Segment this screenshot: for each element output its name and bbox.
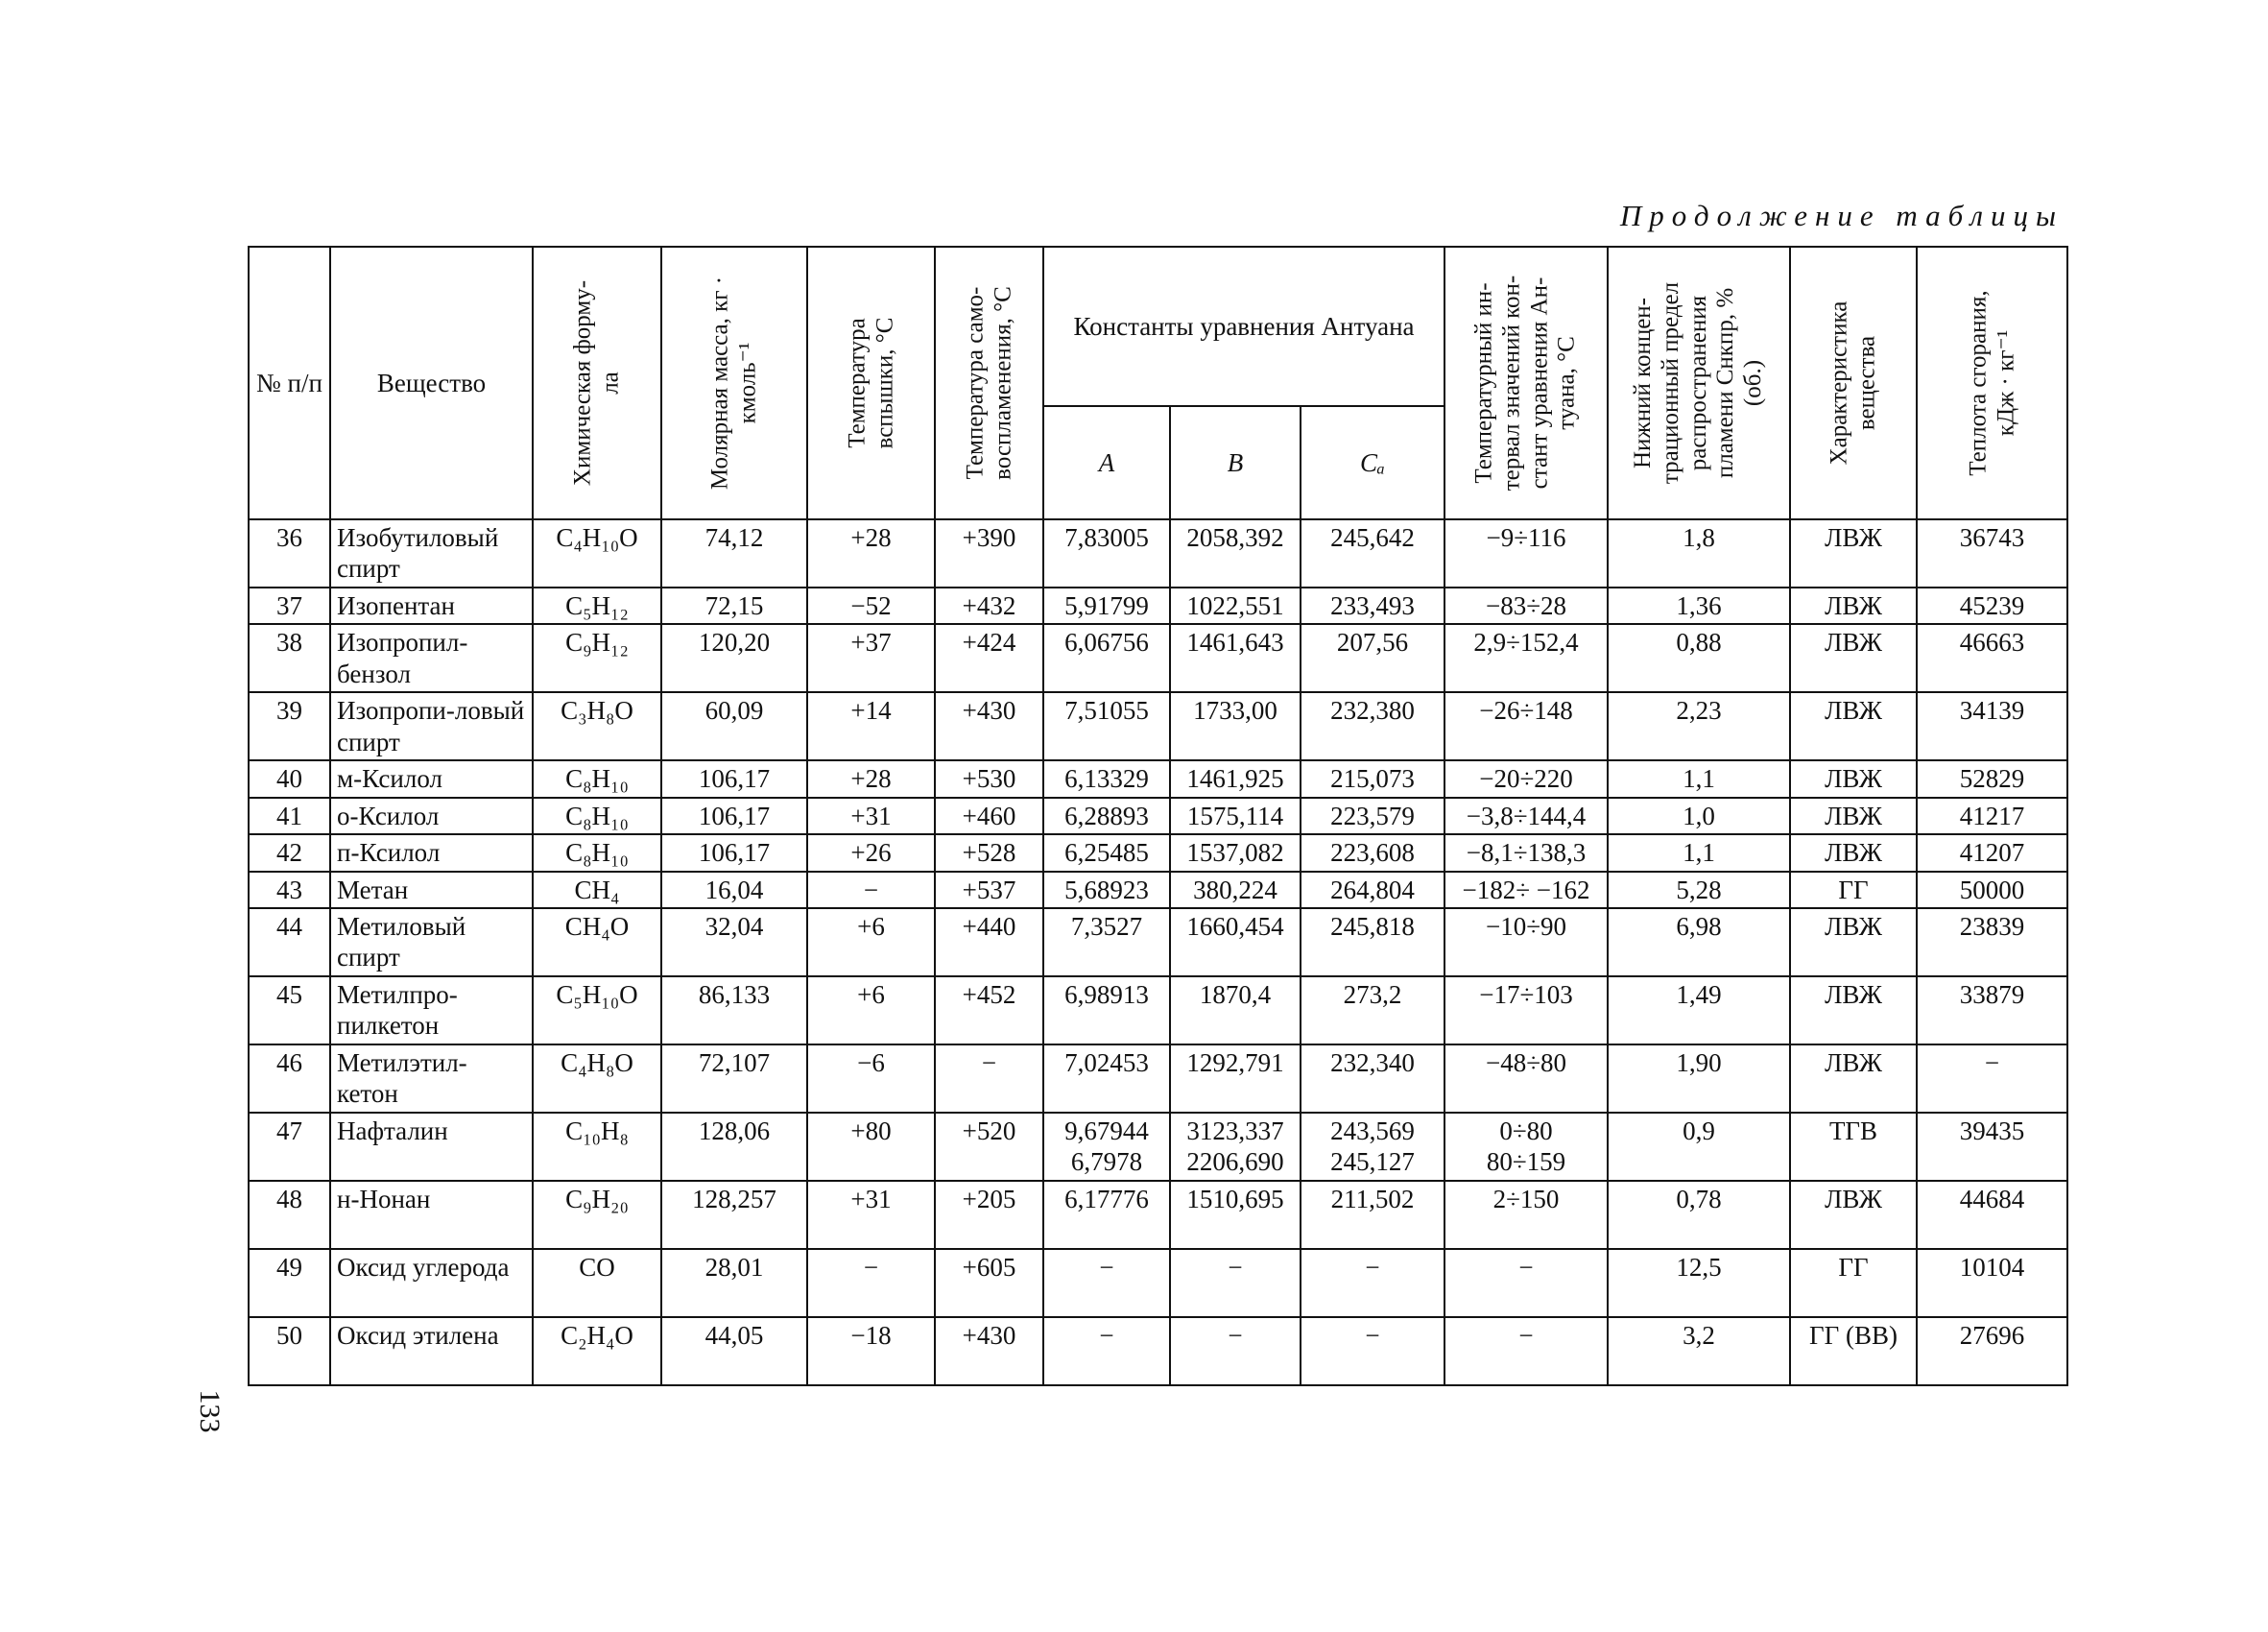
cell-antoine-c: − xyxy=(1301,1317,1444,1385)
cell-antoine-c: 245,818 xyxy=(1301,908,1444,976)
cell-substance: Метилэтил-кетон xyxy=(330,1044,533,1113)
cell-temp-interval: −17÷103 xyxy=(1444,976,1608,1044)
page-number: 133 xyxy=(194,1389,226,1433)
cell-characteristic: ЛВЖ xyxy=(1790,588,1917,624)
cell-flash-temp: +31 xyxy=(807,798,935,834)
cell-lower-limit: 1,90 xyxy=(1608,1044,1790,1113)
cell-flash-temp: −6 xyxy=(807,1044,935,1113)
header-combustion-heat xyxy=(1917,247,2067,519)
table-row xyxy=(249,798,2067,834)
cell-substance: м-Ксилол xyxy=(330,760,533,797)
cell-formula: C₄H₁₀O xyxy=(533,519,661,588)
cell-formula: C₄H₈O xyxy=(533,1044,661,1113)
header-antoine-a: A xyxy=(1043,406,1170,519)
cell-molar-mass: 106,17 xyxy=(661,798,807,834)
cell-antoine-c: 243,569 245,127 xyxy=(1301,1113,1444,1181)
table-row xyxy=(249,1181,2067,1249)
header-lower-limit-text: Нижний концен-трационный предел распространения пламени Снкпр, % (об.) xyxy=(1630,281,1767,485)
cell-autoignition-temp: +424 xyxy=(935,624,1043,692)
cell-autoignition-temp: +452 xyxy=(935,976,1043,1044)
cell-antoine-b: 1292,791 xyxy=(1170,1044,1301,1113)
header-characteristic xyxy=(1790,247,1917,519)
cell-antoine-c: 207,56 xyxy=(1301,624,1444,692)
cell-antoine-b: 1575,114 xyxy=(1170,798,1301,834)
cell-antoine-a: 5,68923 xyxy=(1043,872,1170,908)
cell-antoine-c: 233,493 xyxy=(1301,588,1444,624)
cell-substance: Изобутиловый спирт xyxy=(330,519,533,588)
cell-formula: C₉H₁₂ xyxy=(533,624,661,692)
cell-antoine-c: 223,579 xyxy=(1301,798,1444,834)
header-molar-mass-text: Молярная масса, кг · кмоль⁻¹ xyxy=(706,276,760,491)
cell-antoine-a: 7,83005 xyxy=(1043,519,1170,588)
cell-substance: Метиловый спирт xyxy=(330,908,533,976)
header-antoine: Константы уравнения Антуана xyxy=(1043,247,1444,406)
table-row xyxy=(249,872,2067,908)
cell-antoine-b: − xyxy=(1170,1317,1301,1385)
cell-lower-limit: 3,2 xyxy=(1608,1317,1790,1385)
cell-characteristic: ГГ (ВВ) xyxy=(1790,1317,1917,1385)
cell-autoignition-temp: +432 xyxy=(935,588,1043,624)
cell-antoine-a: 6,28893 xyxy=(1043,798,1170,834)
cell-flash-temp: +6 xyxy=(807,976,935,1044)
cell-molar-mass: 128,06 xyxy=(661,1113,807,1181)
cell-autoignition-temp: +390 xyxy=(935,519,1043,588)
cell-lower-limit: 1,1 xyxy=(1608,834,1790,871)
cell-characteristic: ЛВЖ xyxy=(1790,834,1917,871)
cell-formula: C₁₀H₈ xyxy=(533,1113,661,1181)
cell-num: 45 xyxy=(249,976,330,1044)
cell-antoine-b: 1461,643 xyxy=(1170,624,1301,692)
table-row xyxy=(249,908,2067,976)
cell-antoine-b: 1510,695 xyxy=(1170,1181,1301,1249)
header-autoignition-temp-text: Температура само-воспламенения, °С xyxy=(961,286,1015,480)
cell-combustion-heat: 45239 xyxy=(1917,588,2067,624)
cell-lower-limit: 1,8 xyxy=(1608,519,1790,588)
cell-flash-temp: +37 xyxy=(807,624,935,692)
cell-antoine-a: − xyxy=(1043,1317,1170,1385)
cell-lower-limit: 1,36 xyxy=(1608,588,1790,624)
cell-antoine-a: 6,13329 xyxy=(1043,760,1170,797)
table-body xyxy=(249,519,2067,1385)
cell-combustion-heat: 46663 xyxy=(1917,624,2067,692)
cell-molar-mass: 74,12 xyxy=(661,519,807,588)
cell-antoine-a: 7,51055 xyxy=(1043,692,1170,760)
header-substance: Вещество xyxy=(330,247,533,519)
cell-formula: CH₄ xyxy=(533,872,661,908)
cell-characteristic: ЛВЖ xyxy=(1790,798,1917,834)
cell-characteristic: ТГВ xyxy=(1790,1113,1917,1181)
cell-num: 49 xyxy=(249,1249,330,1317)
cell-molar-mass: 72,15 xyxy=(661,588,807,624)
cell-temp-interval: −9÷116 xyxy=(1444,519,1608,588)
cell-num: 50 xyxy=(249,1317,330,1385)
cell-antoine-c: 245,642 xyxy=(1301,519,1444,588)
cell-substance: Метан xyxy=(330,872,533,908)
cell-flash-temp: +26 xyxy=(807,834,935,871)
header-antoine-c: Cₐ xyxy=(1301,406,1444,519)
cell-antoine-b: 1537,082 xyxy=(1170,834,1301,871)
cell-substance: Метилпро-пилкетон xyxy=(330,976,533,1044)
cell-characteristic: ЛВЖ xyxy=(1790,908,1917,976)
cell-autoignition-temp: +605 xyxy=(935,1249,1043,1317)
cell-substance: Изопропи-ловый спирт xyxy=(330,692,533,760)
cell-formula: C₈H₁₀ xyxy=(533,798,661,834)
cell-temp-interval: −3,8÷144,4 xyxy=(1444,798,1608,834)
cell-autoignition-temp: +537 xyxy=(935,872,1043,908)
cell-characteristic: ЛВЖ xyxy=(1790,976,1917,1044)
cell-temp-interval: −26÷148 xyxy=(1444,692,1608,760)
cell-combustion-heat: 44684 xyxy=(1917,1181,2067,1249)
cell-combustion-heat: 39435 xyxy=(1917,1113,2067,1181)
cell-lower-limit: 0,9 xyxy=(1608,1113,1790,1181)
cell-combustion-heat: − xyxy=(1917,1044,2067,1113)
cell-characteristic: ГГ xyxy=(1790,872,1917,908)
cell-substance: Изопропил-бензол xyxy=(330,624,533,692)
table-row xyxy=(249,1113,2067,1181)
cell-molar-mass: 86,133 xyxy=(661,976,807,1044)
cell-flash-temp: +31 xyxy=(807,1181,935,1249)
header-flash-temp-text: Температура вспышки, °С xyxy=(843,317,897,449)
cell-combustion-heat: 10104 xyxy=(1917,1249,2067,1317)
cell-temp-interval: − xyxy=(1444,1317,1608,1385)
cell-molar-mass: 106,17 xyxy=(661,760,807,797)
cell-antoine-c: − xyxy=(1301,1249,1444,1317)
cell-formula: C₅H₁₀O xyxy=(533,976,661,1044)
cell-flash-temp: −52 xyxy=(807,588,935,624)
cell-antoine-c: 215,073 xyxy=(1301,760,1444,797)
cell-combustion-heat: 23839 xyxy=(1917,908,2067,976)
cell-formula: CH₄O xyxy=(533,908,661,976)
cell-num: 44 xyxy=(249,908,330,976)
cell-formula: C₉H₂₀ xyxy=(533,1181,661,1249)
cell-combustion-heat: 27696 xyxy=(1917,1317,2067,1385)
header-molar-mass xyxy=(661,247,807,519)
header-flash-temp xyxy=(807,247,935,519)
cell-autoignition-temp: +205 xyxy=(935,1181,1043,1249)
cell-temp-interval: 2÷150 xyxy=(1444,1181,1608,1249)
table-row xyxy=(249,1317,2067,1385)
cell-substance: п-Ксилол xyxy=(330,834,533,871)
table-row xyxy=(249,760,2067,797)
cell-antoine-a: 6,25485 xyxy=(1043,834,1170,871)
cell-flash-temp: −18 xyxy=(807,1317,935,1385)
cell-temp-interval: −182÷ −162 xyxy=(1444,872,1608,908)
cell-flash-temp: +80 xyxy=(807,1113,935,1181)
cell-antoine-a: 6,98913 xyxy=(1043,976,1170,1044)
data-table xyxy=(248,246,2068,1386)
cell-formula: C₃H₈O xyxy=(533,692,661,760)
cell-antoine-b: 1733,00 xyxy=(1170,692,1301,760)
cell-flash-temp: +28 xyxy=(807,519,935,588)
cell-combustion-heat: 36743 xyxy=(1917,519,2067,588)
cell-antoine-b: − xyxy=(1170,1249,1301,1317)
table-row xyxy=(249,588,2067,624)
cell-antoine-a: 6,06756 xyxy=(1043,624,1170,692)
cell-antoine-b: 1022,551 xyxy=(1170,588,1301,624)
cell-antoine-c: 264,804 xyxy=(1301,872,1444,908)
cell-num: 36 xyxy=(249,519,330,588)
cell-molar-mass: 28,01 xyxy=(661,1249,807,1317)
cell-formula: C₅H₁₂ xyxy=(533,588,661,624)
cell-molar-mass: 128,257 xyxy=(661,1181,807,1249)
cell-antoine-a: 7,02453 xyxy=(1043,1044,1170,1113)
cell-flash-temp: − xyxy=(807,872,935,908)
cell-combustion-heat: 41207 xyxy=(1917,834,2067,871)
cell-characteristic: ЛВЖ xyxy=(1790,1044,1917,1113)
cell-characteristic: ГГ xyxy=(1790,1249,1917,1317)
cell-autoignition-temp: +440 xyxy=(935,908,1043,976)
cell-molar-mass: 72,107 xyxy=(661,1044,807,1113)
cell-substance: Нафталин xyxy=(330,1113,533,1181)
cell-substance: Оксид углерода xyxy=(330,1249,533,1317)
cell-num: 37 xyxy=(249,588,330,624)
table-row xyxy=(249,519,2067,588)
cell-temp-interval: −83÷28 xyxy=(1444,588,1608,624)
cell-num: 42 xyxy=(249,834,330,871)
cell-autoignition-temp: +530 xyxy=(935,760,1043,797)
cell-num: 48 xyxy=(249,1181,330,1249)
cell-characteristic: ЛВЖ xyxy=(1790,760,1917,797)
cell-temp-interval: 0÷80 80÷159 xyxy=(1444,1113,1608,1181)
cell-antoine-c: 273,2 xyxy=(1301,976,1444,1044)
cell-lower-limit: 1,1 xyxy=(1608,760,1790,797)
cell-molar-mass: 16,04 xyxy=(661,872,807,908)
cell-temp-interval: −48÷80 xyxy=(1444,1044,1608,1113)
cell-lower-limit: 12,5 xyxy=(1608,1249,1790,1317)
cell-autoignition-temp: +460 xyxy=(935,798,1043,834)
cell-num: 43 xyxy=(249,872,330,908)
cell-antoine-c: 223,608 xyxy=(1301,834,1444,871)
cell-lower-limit: 2,23 xyxy=(1608,692,1790,760)
cell-antoine-a: 5,91799 xyxy=(1043,588,1170,624)
cell-lower-limit: 5,28 xyxy=(1608,872,1790,908)
cell-antoine-c: 232,340 xyxy=(1301,1044,1444,1113)
cell-combustion-heat: 41217 xyxy=(1917,798,2067,834)
cell-lower-limit: 1,49 xyxy=(1608,976,1790,1044)
cell-substance: Изопентан xyxy=(330,588,533,624)
cell-lower-limit: 0,88 xyxy=(1608,624,1790,692)
cell-num: 47 xyxy=(249,1113,330,1181)
cell-characteristic: ЛВЖ xyxy=(1790,519,1917,588)
cell-temp-interval: −20÷220 xyxy=(1444,760,1608,797)
header-autoignition-temp xyxy=(935,247,1043,519)
cell-temp-interval: −10÷90 xyxy=(1444,908,1608,976)
table-row xyxy=(249,624,2067,692)
table-row xyxy=(249,976,2067,1044)
cell-antoine-b: 380,224 xyxy=(1170,872,1301,908)
cell-combustion-heat: 50000 xyxy=(1917,872,2067,908)
cell-autoignition-temp: +520 xyxy=(935,1113,1043,1181)
cell-antoine-c: 211,502 xyxy=(1301,1181,1444,1249)
cell-antoine-b: 3123,337 2206,690 xyxy=(1170,1113,1301,1181)
cell-antoine-b: 2058,392 xyxy=(1170,519,1301,588)
cell-num: 38 xyxy=(249,624,330,692)
cell-temp-interval: −8,1÷138,3 xyxy=(1444,834,1608,871)
header-num: № п/п xyxy=(249,247,330,519)
cell-substance: н-Нонан xyxy=(330,1181,533,1249)
cell-characteristic: ЛВЖ xyxy=(1790,692,1917,760)
cell-combustion-heat: 33879 xyxy=(1917,976,2067,1044)
cell-flash-temp: +6 xyxy=(807,908,935,976)
cell-formula: C₈H₁₀ xyxy=(533,760,661,797)
cell-num: 41 xyxy=(249,798,330,834)
cell-substance: Оксид этилена xyxy=(330,1317,533,1385)
cell-formula: C₂H₄O xyxy=(533,1317,661,1385)
cell-lower-limit: 1,0 xyxy=(1608,798,1790,834)
cell-molar-mass: 32,04 xyxy=(661,908,807,976)
cell-substance: о-Ксилол xyxy=(330,798,533,834)
cell-molar-mass: 60,09 xyxy=(661,692,807,760)
cell-antoine-b: 1660,454 xyxy=(1170,908,1301,976)
table-caption: Продолжение таблицы xyxy=(1619,199,2064,232)
table-row xyxy=(249,834,2067,871)
cell-characteristic: ЛВЖ xyxy=(1790,1181,1917,1249)
cell-autoignition-temp: +430 xyxy=(935,1317,1043,1385)
cell-molar-mass: 120,20 xyxy=(661,624,807,692)
header-formula xyxy=(533,247,661,519)
cell-molar-mass: 44,05 xyxy=(661,1317,807,1385)
cell-characteristic: ЛВЖ xyxy=(1790,624,1917,692)
header-lower-limit xyxy=(1608,247,1790,519)
cell-antoine-a: − xyxy=(1043,1249,1170,1317)
cell-temp-interval: 2,9÷152,4 xyxy=(1444,624,1608,692)
cell-temp-interval: − xyxy=(1444,1249,1608,1317)
cell-antoine-a: 6,17776 xyxy=(1043,1181,1170,1249)
header-antoine-b: B xyxy=(1170,406,1301,519)
table-header xyxy=(249,247,2067,519)
cell-num: 46 xyxy=(249,1044,330,1113)
cell-formula: C₈H₁₀ xyxy=(533,834,661,871)
header-temp-interval xyxy=(1444,247,1608,519)
cell-flash-temp: +28 xyxy=(807,760,935,797)
cell-combustion-heat: 34139 xyxy=(1917,692,2067,760)
cell-num: 40 xyxy=(249,760,330,797)
cell-autoignition-temp: +528 xyxy=(935,834,1043,871)
cell-flash-temp: − xyxy=(807,1249,935,1317)
cell-lower-limit: 6,98 xyxy=(1608,908,1790,976)
cell-combustion-heat: 52829 xyxy=(1917,760,2067,797)
header-formula-text: Химическая форму-ла xyxy=(569,279,623,487)
header-temp-interval-text: Температурный ин-тервал значений кон-стант уравнения Ан-туана, °С xyxy=(1470,275,1580,492)
header-combustion-heat-text: Теплота сгорания, кДж · кг⁻¹ xyxy=(1964,290,2018,476)
table-row xyxy=(249,1249,2067,1317)
cell-flash-temp: +14 xyxy=(807,692,935,760)
cell-antoine-a: 7,3527 xyxy=(1043,908,1170,976)
cell-antoine-b: 1870,4 xyxy=(1170,976,1301,1044)
cell-antoine-c: 232,380 xyxy=(1301,692,1444,760)
table-row xyxy=(249,692,2067,760)
cell-lower-limit: 0,78 xyxy=(1608,1181,1790,1249)
header-characteristic-text: Характеристика вещества xyxy=(1826,300,1879,466)
cell-formula: CO xyxy=(533,1249,661,1317)
cell-antoine-b: 1461,925 xyxy=(1170,760,1301,797)
cell-num: 39 xyxy=(249,692,330,760)
table-row xyxy=(249,1044,2067,1113)
cell-antoine-a: 9,67944 6,7978 xyxy=(1043,1113,1170,1181)
cell-autoignition-temp: +430 xyxy=(935,692,1043,760)
cell-autoignition-temp: − xyxy=(935,1044,1043,1113)
cell-molar-mass: 106,17 xyxy=(661,834,807,871)
